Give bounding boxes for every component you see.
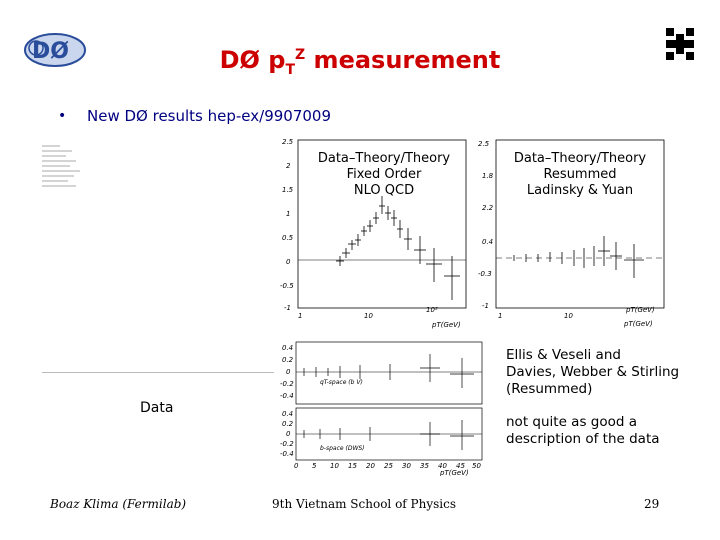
title-subscript: T xyxy=(285,61,296,78)
x-tick: 35 xyxy=(420,462,429,470)
small-panels xyxy=(280,338,490,476)
resummed-x-ticks xyxy=(498,306,655,328)
quality-note xyxy=(506,414,660,448)
x-tick: 10 xyxy=(564,312,573,320)
lower-small-note: b-space (DWS) xyxy=(320,445,365,452)
x-tick: 40 xyxy=(438,462,447,470)
y-tick: 1.8 xyxy=(482,172,494,180)
fixed-x-ticks xyxy=(298,306,461,329)
small-x-label: pT(GeV) xyxy=(440,469,469,476)
x-tick: 10² xyxy=(426,306,438,314)
slide-title xyxy=(0,46,720,78)
footer-page-number: 29 xyxy=(644,497,660,511)
x-tick: 1 xyxy=(298,312,303,320)
y-tick: 0 xyxy=(286,368,291,376)
y-tick: 1.5 xyxy=(282,186,294,194)
bullet-marker: • xyxy=(58,108,67,124)
data-label: Data xyxy=(140,400,174,416)
title-superscript: Z xyxy=(295,47,306,63)
thumbnail-legend xyxy=(40,142,88,192)
resummed-label-line3: Ladinsky & Yuan xyxy=(526,183,634,198)
y-tick: 2 xyxy=(286,162,291,170)
upper-small-frame xyxy=(296,342,482,404)
resummed-plot xyxy=(474,136,674,332)
y-tick: 0.2 xyxy=(282,420,294,428)
fixed-order-plot xyxy=(280,136,470,332)
y-tick: -0.5 xyxy=(280,282,294,290)
divider-line xyxy=(42,372,274,373)
resummed-label-line1: Data–Theory/Theory xyxy=(513,151,647,166)
quality-note-line1: not quite as good a xyxy=(506,414,637,430)
y-tick: 1 xyxy=(286,210,291,218)
y-tick: -0.3 xyxy=(478,270,492,278)
x-axis-label: pT(GeV) xyxy=(626,306,655,314)
y-tick: 0.4 xyxy=(282,344,294,352)
resummed-y-ticks xyxy=(478,140,494,310)
lower-small-x-ticks xyxy=(294,462,481,476)
y-tick: -0.2 xyxy=(280,380,294,388)
fixed-label-line3: NLO QCD xyxy=(353,183,415,198)
footer-school: 9th Vietnam School of Physics xyxy=(272,497,457,511)
x-tick: 10 xyxy=(330,462,339,470)
resummed-note-line3: (Resummed) xyxy=(506,381,593,397)
y-tick: -0.4 xyxy=(280,450,294,458)
resummed-note-line1: Ellis & Veseli and xyxy=(506,347,621,363)
resummed-data-points xyxy=(514,236,644,278)
quality-note-line2: description of the data xyxy=(506,431,660,447)
x-tick: 10 xyxy=(364,312,373,320)
x-tick: 1 xyxy=(498,312,503,320)
fixed-data-points xyxy=(336,196,460,300)
y-tick: -0.4 xyxy=(280,392,294,400)
x-tick: 15 xyxy=(348,462,357,470)
bullet-text: New DØ results hep-ex/9907009 xyxy=(87,107,331,125)
y-tick: 0 xyxy=(286,258,291,266)
y-tick: 0.4 xyxy=(482,238,494,246)
svg-text:DØ: DØ xyxy=(32,39,69,64)
resummed-note xyxy=(506,347,679,398)
y-tick: 2.5 xyxy=(282,138,294,146)
y-tick: 0 xyxy=(286,430,291,438)
y-tick: 2.5 xyxy=(478,140,490,148)
y-tick: -1 xyxy=(482,302,489,310)
x-tick: 5 xyxy=(312,462,317,470)
y-tick: 0.2 xyxy=(282,356,294,364)
title-main: DØ p xyxy=(219,46,286,74)
resummed-label-line2: Resummed xyxy=(543,167,617,182)
upper-small-note: qT-space (b V) xyxy=(320,379,363,386)
x-tick: 50 xyxy=(472,462,481,470)
x-axis-label-secondary: pT(GeV) xyxy=(624,320,653,328)
y-tick: 0.4 xyxy=(282,410,294,418)
x-tick: 30 xyxy=(402,462,411,470)
y-tick: -1 xyxy=(284,304,291,312)
y-tick: 2.2 xyxy=(482,204,494,212)
lower-small-y-ticks xyxy=(280,410,294,458)
x-axis-label: pT(GeV) xyxy=(432,321,461,329)
x-tick: 20 xyxy=(366,462,375,470)
fixed-label-line1: Data–Theory/Theory xyxy=(317,151,451,166)
x-tick: 25 xyxy=(384,462,393,470)
fixed-y-ticks xyxy=(280,138,294,312)
y-tick: -0.2 xyxy=(280,440,294,448)
resummed-note-line2: Davies, Webber & Stirling xyxy=(506,364,680,380)
y-tick: 0.5 xyxy=(282,234,294,242)
title-rest: measurement xyxy=(305,46,501,74)
upper-small-y-ticks xyxy=(280,344,294,400)
fixed-label-line2: Fixed Order xyxy=(346,167,422,182)
x-tick: 45 xyxy=(456,462,465,470)
x-tick: 0 xyxy=(294,462,299,470)
thumbnail-legend-lines xyxy=(40,142,88,192)
footer-author: Boaz Klima (Fermilab) xyxy=(50,497,187,511)
